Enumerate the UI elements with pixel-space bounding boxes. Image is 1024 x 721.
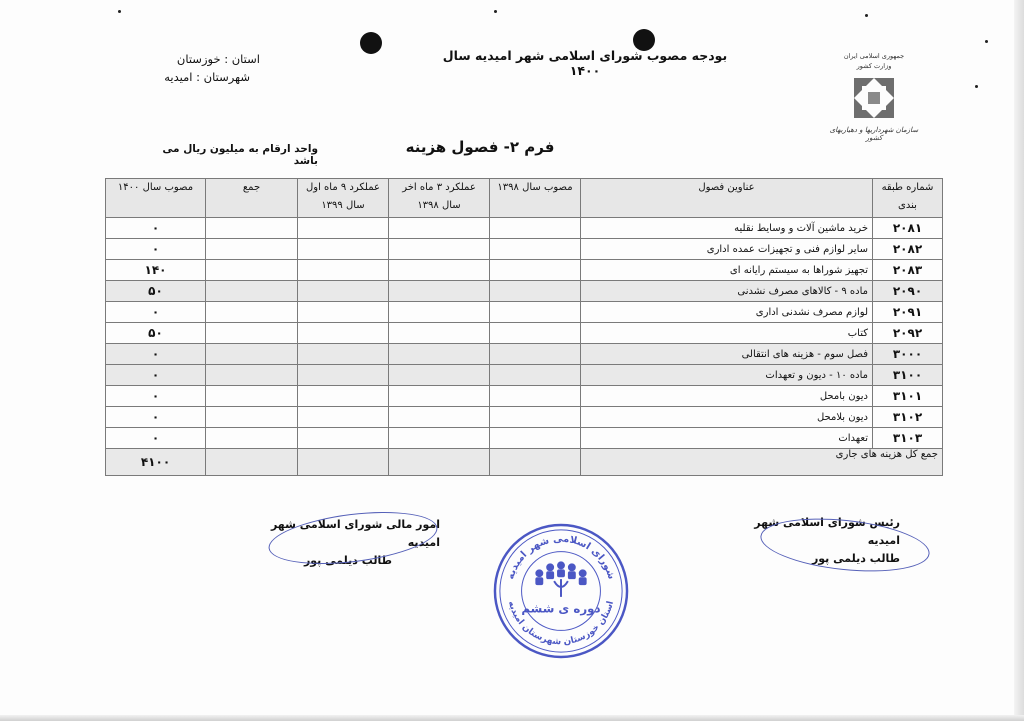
table-row (106, 344, 943, 365)
cell-sum (206, 323, 298, 344)
row-code: ۳۱۰۰ (873, 365, 943, 386)
header-perf-last3-line1: عملکرد ۳ ماه اخر (402, 182, 476, 193)
header-approved-1398: مصوب سال ۱۳۹۸ (490, 179, 581, 218)
header-perf-first9-line1: عملکرد ۹ ماه اول (306, 182, 380, 193)
row-title: تجهیز شوراها به سیستم رایانه ای (581, 260, 873, 281)
cell-sum (206, 218, 298, 239)
table-row (106, 407, 943, 428)
page-edge-bottom (0, 715, 1024, 721)
cell-approved-1398 (490, 365, 581, 386)
row-title: لوازم مصرف نشدنی اداری (581, 302, 873, 323)
total-sum (206, 449, 298, 476)
row-approved-1400: ۰ (106, 218, 206, 239)
row-code: ۲۰۸۱ (873, 218, 943, 239)
table-row (106, 239, 943, 260)
row-title: ماده ۱۰ - دیون و تعهدات (581, 365, 873, 386)
council-stamp (492, 522, 630, 660)
row-title: دیون بامحل (581, 386, 873, 407)
cell-perf-last3 (389, 386, 490, 407)
table-header-row (106, 179, 943, 218)
cell-sum (206, 407, 298, 428)
punch-hole-left (360, 32, 382, 54)
row-approved-1400: ۵۰ (106, 281, 206, 302)
svg-text:استان خوزستان شهرستان امیدیه: استان خوزستان شهرستان امیدیه (505, 600, 617, 648)
row-approved-1400: ۰ (106, 407, 206, 428)
row-title: کتاب (581, 323, 873, 344)
cell-approved-1398 (490, 407, 581, 428)
svg-text:دوره ی ششم: دوره ی ششم (521, 601, 601, 616)
row-title: تعهدات (581, 428, 873, 449)
scan-speck (975, 85, 978, 88)
cell-perf-last3 (389, 344, 490, 365)
cell-approved-1398 (490, 281, 581, 302)
header-perf-first9-1399 (298, 179, 389, 218)
unit-note: واحد ارقام به میلیون ریال می باشد (162, 143, 318, 167)
row-code: ۳۰۰۰ (873, 344, 943, 365)
cell-approved-1398 (490, 302, 581, 323)
cell-perf-first9 (298, 365, 389, 386)
row-approved-1400: ۰ (106, 386, 206, 407)
cell-sum (206, 302, 298, 323)
cell-perf-last3 (389, 239, 490, 260)
total-label: جمع کل هزینه های جاری (581, 449, 943, 476)
row-code: ۳۱۰۲ (873, 407, 943, 428)
row-title: سایر لوازم فنی و تجهیزات عمده اداری (581, 239, 873, 260)
cell-sum (206, 281, 298, 302)
table-row (106, 260, 943, 281)
cell-perf-first9 (298, 407, 389, 428)
finance-role: امور مالی شورای اسلامی شهر امیدیه (270, 518, 440, 549)
finance-name: طالب دیلمی پور (303, 554, 392, 567)
cell-approved-1398 (490, 386, 581, 407)
cell-approved-1398 (490, 260, 581, 281)
row-approved-1400: ۵۰ (106, 323, 206, 344)
row-title: فصل سوم - هزینه های انتقالی (581, 344, 873, 365)
header-perf-first9-line2: سال ۱۳۹۹ (321, 200, 365, 211)
cell-perf-last3 (389, 302, 490, 323)
document-title: بودجه مصوب شورای اسلامی شهر امیدیه سال ۱۴۰۰ (442, 48, 728, 78)
row-title: ماده ۹ - کالاهای مصرف نشدنی (581, 281, 873, 302)
cell-approved-1398 (490, 428, 581, 449)
cell-approved-1398 (490, 344, 581, 365)
cell-perf-first9 (298, 239, 389, 260)
svg-text:شورای اسلامی شهر امیدیه: شورای اسلامی شهر امیدیه (505, 533, 617, 581)
logo-line-2: وزارت کشور (856, 62, 892, 70)
row-approved-1400: ۰ (106, 344, 206, 365)
row-code: ۲۰۹۲ (873, 323, 943, 344)
cell-perf-first9 (298, 323, 389, 344)
row-code: ۲۰۹۰ (873, 281, 943, 302)
expense-chapters-table (105, 178, 943, 476)
cell-perf-last3 (389, 365, 490, 386)
table-row (106, 323, 943, 344)
header-perf-last3-1398 (389, 179, 490, 218)
header-sum: جمع (206, 179, 298, 218)
total-approved-1400: ۴۱۰۰ (106, 449, 206, 476)
cell-sum (206, 239, 298, 260)
table-row (106, 365, 943, 386)
chairman-name: طالب دیلمی پور (811, 552, 900, 565)
cell-perf-first9 (298, 302, 389, 323)
cell-approved-1398 (490, 323, 581, 344)
total-approved-1398 (490, 449, 581, 476)
header-perf-last3-line2: سال ۱۳۹۸ (417, 200, 461, 211)
chairman-role: رئیس شورای اسلامی شهر امیدیه (754, 516, 900, 547)
ministry-logo (828, 52, 920, 144)
total-perf-first9 (298, 449, 389, 476)
cell-approved-1398 (490, 218, 581, 239)
row-code: ۲۰۸۲ (873, 239, 943, 260)
scan-speck (865, 14, 868, 17)
table-row (106, 281, 943, 302)
province-label: استان : خوزستان (176, 52, 260, 66)
table-row (106, 218, 943, 239)
cell-perf-first9 (298, 386, 389, 407)
row-code: ۲۰۸۳ (873, 260, 943, 281)
cell-perf-first9 (298, 281, 389, 302)
row-approved-1400: ۰ (106, 428, 206, 449)
cell-perf-first9 (298, 218, 389, 239)
header-title: عناوین فصول (581, 179, 873, 218)
cell-perf-last3 (389, 218, 490, 239)
cell-perf-last3 (389, 281, 490, 302)
row-title: دیون بلامحل (581, 407, 873, 428)
header-approved-1400: مصوب سال ۱۴۰۰ (106, 179, 206, 218)
cell-perf-last3 (389, 260, 490, 281)
cell-perf-first9 (298, 344, 389, 365)
table-total-row (106, 449, 943, 476)
table-row (106, 302, 943, 323)
cell-perf-last3 (389, 428, 490, 449)
logo-caption: سازمان شهرداریها و دهیاریهای کشور (829, 126, 919, 142)
chairman-signature-ink (758, 511, 932, 578)
row-code: ۳۱۰۳ (873, 428, 943, 449)
cell-perf-last3 (389, 407, 490, 428)
page-edge-right (1014, 0, 1024, 721)
scan-speck (494, 10, 497, 13)
cell-sum (206, 344, 298, 365)
row-approved-1400: ۰ (106, 365, 206, 386)
cell-sum (206, 365, 298, 386)
header-code: شماره طبقه بندی (873, 179, 943, 218)
table-row (106, 428, 943, 449)
cell-sum (206, 386, 298, 407)
table-row (106, 386, 943, 407)
row-title: خرید ماشین آلات و وسایط نقلیه (581, 218, 873, 239)
row-code: ۳۱۰۱ (873, 386, 943, 407)
emblem-icon (852, 76, 896, 120)
cell-perf-last3 (389, 323, 490, 344)
row-approved-1400: ۱۴۰ (106, 260, 206, 281)
county-label: شهرستان : امیدیه (164, 70, 250, 84)
cell-perf-first9 (298, 428, 389, 449)
row-approved-1400: ۰ (106, 302, 206, 323)
cell-sum (206, 428, 298, 449)
cell-approved-1398 (490, 239, 581, 260)
cell-sum (206, 260, 298, 281)
row-approved-1400: ۰ (106, 239, 206, 260)
cell-perf-first9 (298, 260, 389, 281)
scan-speck (985, 40, 988, 43)
form-title: فرم ۲- فصول هزینه (405, 138, 555, 156)
logo-line-1: جمهوری اسلامی ایران (843, 52, 905, 60)
scan-speck (118, 10, 121, 13)
row-code: ۲۰۹۱ (873, 302, 943, 323)
total-perf-last3 (389, 449, 490, 476)
